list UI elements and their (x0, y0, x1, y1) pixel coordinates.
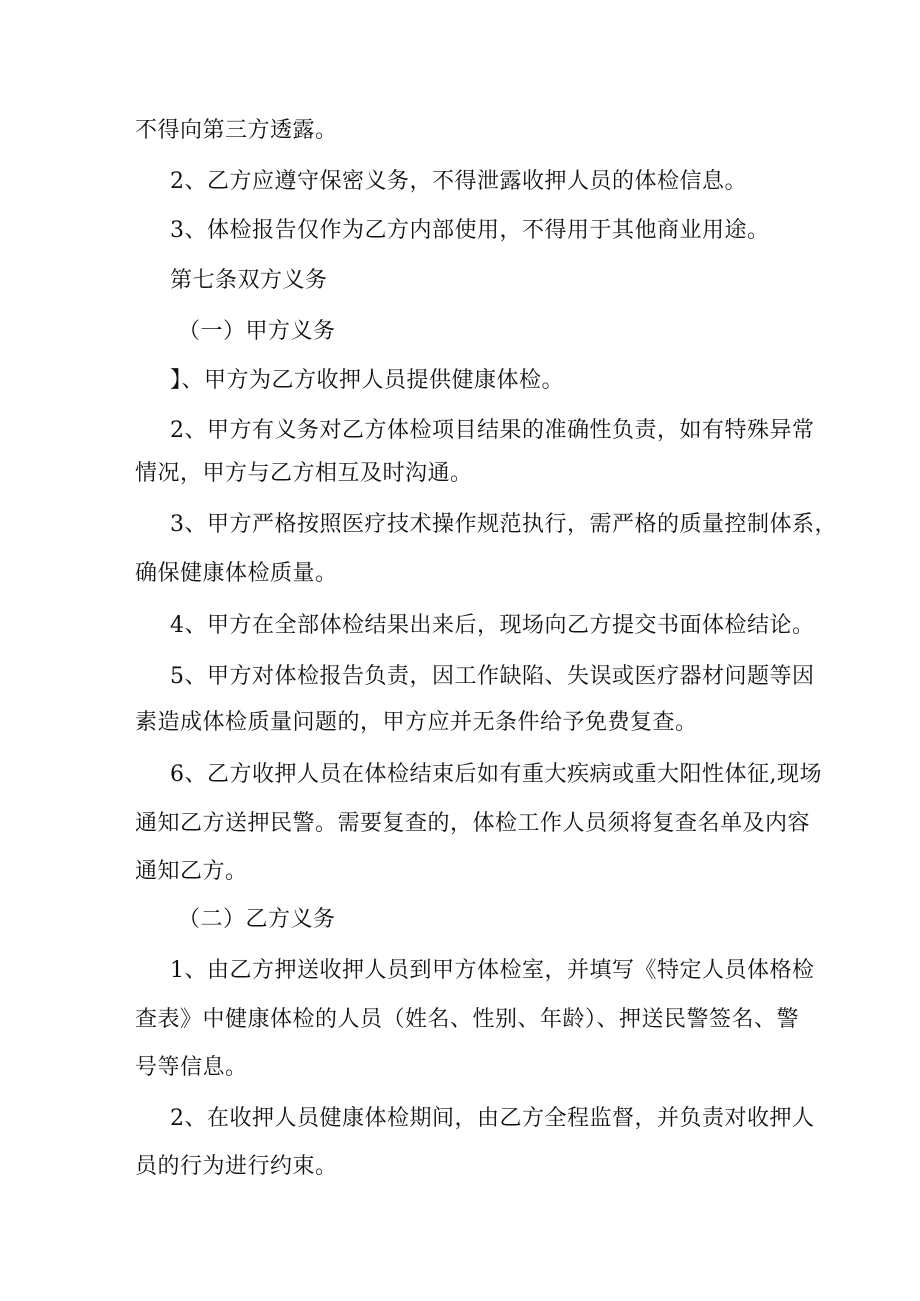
paragraph-line: 不得向第三方透露。 (135, 118, 338, 143)
paragraph-line: 通知乙方。 (135, 859, 248, 884)
paragraph-line: 3、甲方严格按照医疗技术操作规范执行，需严格的质量控制体系， (170, 512, 837, 537)
paragraph-line: 查表》中健康体检的人员（姓名、性别、年龄）、押送民警签名、警 (135, 1007, 800, 1032)
paragraph-line: 2、乙方应遵守保密义务，不得泄露收押人员的体检信息。 (170, 169, 747, 194)
subsection-heading: （二）乙方义务 (178, 907, 336, 932)
paragraph-line: 情况，甲方与乙方相互及时沟通。 (135, 461, 473, 486)
paragraph-line: 4、甲方在全部体检结果出来后，现场向乙方提交书面体检结论。 (170, 613, 815, 638)
paragraph-line: 确保健康体检质量。 (135, 561, 338, 586)
paragraph-line: 素造成体检质量问题的，甲方应并无条件给予免费复查。 (135, 710, 698, 735)
paragraph-line: 】、甲方为乙方收押人员提供健康体检。 (170, 368, 565, 393)
paragraph-line: 员的行为进行约束。 (135, 1154, 338, 1179)
paragraph-line: 6、乙方收押人员在体检结束后如有重大疾病或重大阳性体征,现场 (170, 762, 822, 787)
section-heading: 第七条双方义务 (170, 268, 328, 293)
subsection-heading: （一）甲方义务 (178, 319, 336, 344)
paragraph-line: 3、体检报告仅作为乙方内部使用，不得用于其他商业用途。 (170, 218, 770, 243)
paragraph-line: 通知乙方送押民警。需要复查的，体检工作人员须将复查名单及内容 (135, 811, 811, 836)
paragraph-line: 1、由乙方押送收押人员到甲方体检室，并填写《特定人员体格检 (170, 958, 815, 983)
paragraph-line: 2、在收押人员健康体检期间，由乙方全程监督，并负责对收押人 (170, 1106, 815, 1131)
paragraph-line: 号等信息。 (135, 1055, 248, 1080)
paragraph-line: 2、甲方有义务对乙方体检项目结果的准确性负责，如有特殊异常 (170, 418, 815, 443)
paragraph-line: 5、甲方对体检报告负责，因工作缺陷、失误或医疗器材问题等因 (170, 664, 815, 689)
